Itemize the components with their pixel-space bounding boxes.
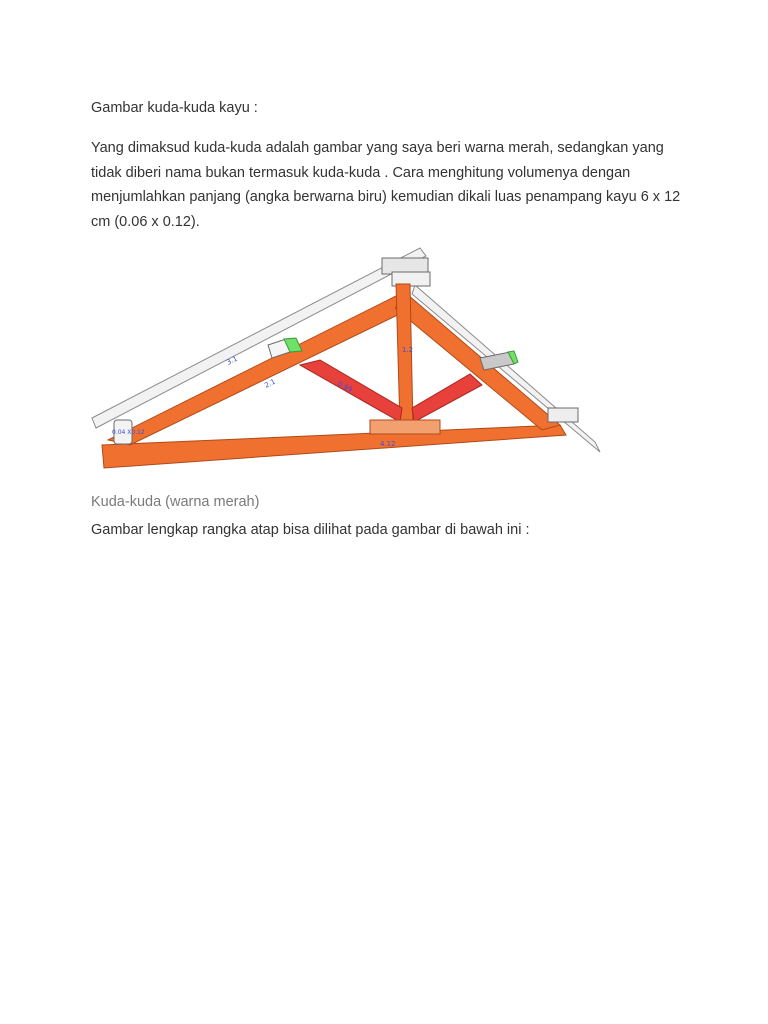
label-tie-beam: 4.12 xyxy=(380,440,396,448)
figure-caption: Kuda-kuda (warna merah) xyxy=(91,494,260,510)
purlin-eave-right xyxy=(548,408,578,422)
label-left-strut: 2.1 xyxy=(263,377,277,390)
paragraph-line: tidak diberi nama bukan termasuk kuda-kuda . Cara menghitung volumenya dengan xyxy=(91,164,631,181)
section-heading: Gambar kuda-kuda kayu : xyxy=(91,100,258,116)
label-rafter: 3.1 xyxy=(225,354,239,367)
description-paragraph xyxy=(91,136,691,234)
truss-figure xyxy=(90,240,610,480)
paragraph-line: menjumlahkan panjang (angka berwarna biru) kemudian dikali luas penampang kayu 6 x 12 xyxy=(91,189,681,205)
label-king-post: 1.2 xyxy=(402,346,414,354)
label-diagonal: 0.99 xyxy=(336,379,354,395)
truss-diagram xyxy=(90,240,610,480)
bottom-clamp-block xyxy=(370,420,440,434)
paragraph-line: cm (0.06 x 0.12). xyxy=(91,213,200,230)
left-principal-rafter xyxy=(108,295,412,445)
label-purlin-section: 0.04 X0.12 xyxy=(112,429,145,436)
followup-note: Gambar lengkap rangka atap bisa dilihat pada gambar di bawah ini : xyxy=(91,522,530,538)
tie-beam xyxy=(102,425,566,468)
paragraph-line: Yang dimaksud kuda-kuda adalah gambar yang saya beri warna merah, sedangkan yang xyxy=(91,140,664,156)
right-diagonal-strut xyxy=(412,374,482,422)
